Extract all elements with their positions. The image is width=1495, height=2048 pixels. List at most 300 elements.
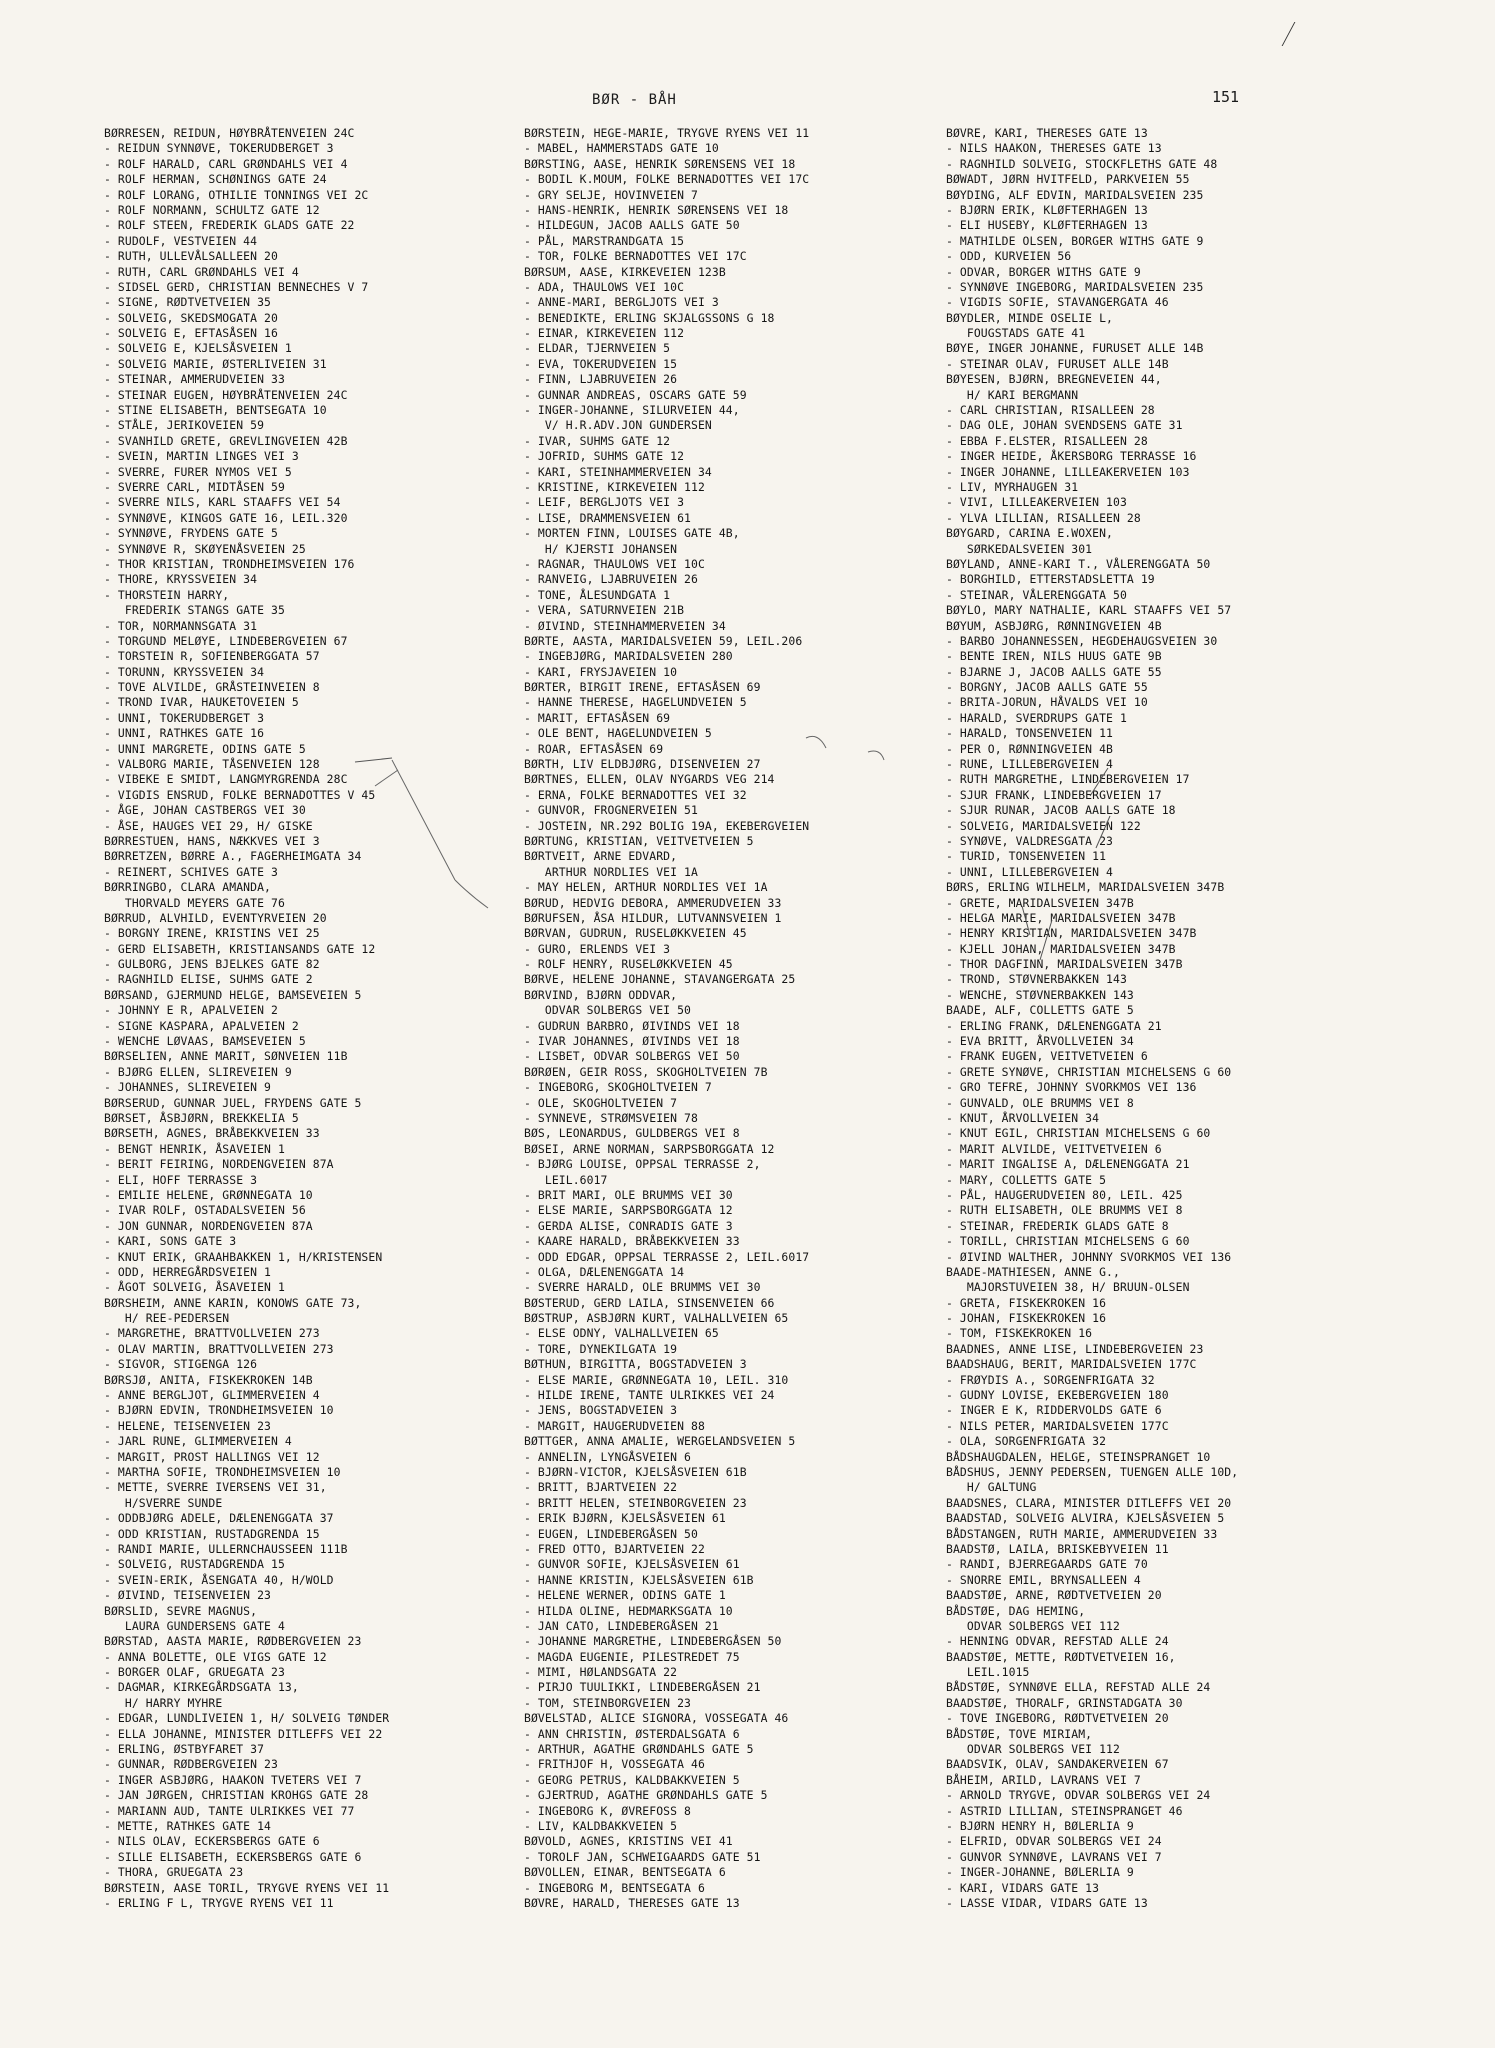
directory-entry: BÅHEIM, ARILD, LAVRANS VEI 7: [946, 1772, 1141, 1787]
directory-entry: - MARIANN AUD, TANTE ULRIKKES VEI 77: [104, 1803, 355, 1818]
directory-entry: - ROLF NORMANN, SCHULTZ GATE 12: [104, 202, 320, 217]
directory-entry: - HANS-HENRIK, HENRIK SØRENSENS VEI 18: [524, 202, 789, 217]
directory-entry: - RAGNAR, THAULOWS VEI 10C: [524, 556, 705, 571]
directory-entry: - EINAR, KIRKEVEIEN 112: [524, 326, 685, 341]
directory-entry: - FRED OTTO, BJARTVEIEN 22: [524, 1541, 705, 1556]
directory-entry: THORVALD MEYERS GATE 76: [104, 895, 285, 910]
directory-entry: - INGER JOHANNE, LILLEAKERVEIEN 103: [946, 464, 1190, 479]
directory-entry: - RUNE, LILLEBERGVEIEN 4: [946, 757, 1113, 772]
directory-entry: BØRSETH, AGNES, BRÅBEKKVEIEN 33: [104, 1126, 320, 1141]
directory-entry: - GUNVOR, FROGNERVEIEN 51: [524, 803, 698, 818]
directory-entry: - ELSE MARIE, SARPSBORGGATA 12: [524, 1203, 733, 1218]
directory-entry: - ØIVIND WALTHER, JOHNNY SVORKMOS VEI 136: [946, 1249, 1232, 1264]
directory-entry: - SYNNØVE INGEBORG, MARIDALSVEIEN 235: [946, 279, 1204, 294]
directory-entry: H/ KARI BERGMANN: [946, 387, 1079, 402]
directory-entry: - ARTHUR, AGATHE GRØNDAHLS GATE 5: [524, 1742, 754, 1757]
directory-entry: - JOHANNES, SLIREVEIEN 9: [104, 1080, 271, 1095]
directory-entry: - OLA, SORGENFRIGATA 32: [946, 1434, 1107, 1449]
directory-entry: - JOHAN, FISKEKROKEN 16: [946, 1311, 1107, 1326]
directory-entry: - BJØRN ERIK, KLØFTERHAGEN 13: [946, 202, 1148, 217]
directory-entry: - TONE, ÅLESUNDGATA 1: [524, 587, 671, 602]
directory-entry: - LISE, DRAMMENSVEIEN 61: [524, 510, 691, 525]
directory-entry: - STEINAR, VÅLERENGGATA 50: [946, 587, 1127, 602]
directory-entry: - SIGNE KASPARA, APALVEIEN 2: [104, 1018, 299, 1033]
directory-entry: - GEORG PETRUS, KALDBAKKVEIEN 5: [524, 1772, 740, 1787]
directory-entry: - GERDA ALISE, CONRADIS GATE 3: [524, 1218, 733, 1233]
directory-entry: - MARY, COLLETTS GATE 5: [946, 1172, 1107, 1187]
directory-entry: BØTTGER, ANNA AMALIE, WERGELANDSVEIEN 5: [524, 1434, 796, 1449]
directory-entry: - SVEIN, MARTIN LINGES VEI 3: [104, 449, 299, 464]
directory-entry: BØRTH, LIV ELDBJØRG, DISENVEIEN 27: [524, 757, 761, 772]
directory-entry: - ELSE ODNY, VALHALLVEIEN 65: [524, 1326, 719, 1341]
directory-entry: - KARI, FRYSJAVEIEN 10: [524, 664, 678, 679]
directory-entry: - KNUT EGIL, CHRISTIAN MICHELSENS G 60: [946, 1126, 1211, 1141]
directory-entry: BÅDSTØE, TOVE MIRIAM,: [946, 1726, 1093, 1741]
directory-entry: - SYNNEVE, STRØMSVEIEN 78: [524, 1111, 698, 1125]
directory-entry: - ELLA JOHANNE, MINISTER DITLEFFS VEI 22: [104, 1726, 383, 1741]
directory-entry: - BODIL K.MOUM, FOLKE BERNADOTTES VEI 17C: [524, 172, 810, 187]
directory-entry: BØRVAN, GUDRUN, RUSELØKKVEIEN 45: [524, 926, 747, 941]
directory-entry: ODVAR SOLBERGS VEI 112: [946, 1618, 1120, 1633]
directory-entry: - UNNI, LILLEBERGVEIEN 4: [946, 864, 1113, 879]
directory-entry: FOUGSTADS GATE 41: [946, 326, 1086, 341]
directory-entry: - STINE ELISABETH, BENTSEGATA 10: [104, 403, 327, 418]
directory-entry: - RANDI MARIE, ULLERNCHAUSSEEN 111B: [104, 1541, 348, 1556]
directory-entry: BØYDING, ALF EDVIN, MARIDALSVEIEN 235: [946, 187, 1204, 202]
directory-entry: - TOM, STEINBORGVEIEN 23: [524, 1695, 691, 1710]
directory-entry: FREDERIK STANGS GATE 35: [104, 603, 285, 618]
directory-entry: - EDGAR, LUNDLIVEIEN 1, H/ SOLVEIG TØNDER: [104, 1711, 390, 1726]
directory-entry: BØS, LEONARDUS, GULDBERGS VEI 8: [524, 1126, 740, 1141]
directory-entry: - TROND, STØVNERBAKKEN 143: [946, 972, 1127, 987]
directory-entry: - TORSTEIN R, SOFIENBERGGATA 57: [104, 649, 320, 664]
directory-entry: - BJØRN HENRY H, BØLERLIA 9: [946, 1818, 1134, 1833]
directory-entry: - GERD ELISABETH, KRISTIANSANDS GATE 12: [104, 941, 376, 956]
directory-entry: - THOR KRISTIAN, TRONDHEIMSVEIEN 176: [104, 556, 355, 571]
directory-entry: - GUNNAR, RØDBERGVEIEN 23: [104, 1757, 278, 1772]
directory-entry: - SVEIN-ERIK, ÅSENGATA 40, H/WOLD: [104, 1572, 334, 1587]
directory-entry: BØVOLD, AGNES, KRISTINS VEI 41: [524, 1834, 733, 1849]
directory-entry: - WENCHE, STØVNERBAKKEN 143: [946, 987, 1134, 1002]
directory-entry: - PÅL, HAUGERUDVEIEN 80, LEIL. 425: [946, 1187, 1183, 1202]
directory-entry: - MATHILDE OLSEN, BORGER WITHS GATE 9: [946, 233, 1204, 248]
directory-entry: - GUNVOR SYNNØVE, LAVRANS VEI 7: [946, 1849, 1162, 1864]
directory-entry: BAADSTØE, METTE, RØDTVETVEIEN 16,: [946, 1649, 1176, 1664]
directory-entry: BØYDLER, MINDE OSELIE L,: [946, 310, 1113, 325]
directory-entry: - HANNE THERESE, HAGELUNDVEIEN 5: [524, 695, 747, 710]
directory-entry: MAJORSTUVEIEN 38, H/ BRUUN-OLSEN: [946, 1280, 1190, 1295]
directory-entry: - STÅLE, JERIKOVEIEN 59: [104, 418, 265, 433]
directory-entry: - MIMI, HØLANDSGATA 22: [524, 1665, 678, 1680]
directory-entry: - RUTH, CARL GRØNDAHLS VEI 4: [104, 264, 299, 279]
directory-entry: - BJØRN-VICTOR, KJELSÅSVEIEN 61B: [524, 1464, 747, 1479]
directory-entry: BØVRE, KARI, THERESES GATE 13: [946, 126, 1148, 140]
directory-entry: BØVRE, HARALD, THERESES GATE 13: [524, 1895, 740, 1910]
directory-entry: - GUNVOR SOFIE, KJELSÅSVEIEN 61: [524, 1557, 740, 1572]
directory-entry: - JAN CATO, LINDEBERGÅSEN 21: [524, 1618, 719, 1633]
directory-entry: - FINN, LJABRUVEIEN 26: [524, 372, 678, 387]
directory-entry: - VIVI, LILLEAKERVEIEN 103: [946, 495, 1127, 510]
directory-entry: BØRRESEN, REIDUN, HØYBRÅTENVEIEN 24C: [104, 126, 355, 140]
directory-entry: - KAARE HARALD, BRÅBEKKVEIEN 33: [524, 1234, 740, 1249]
directory-entry: - ÅSE, HAUGES VEI 29, H/ GISKE: [104, 818, 313, 833]
directory-entry: - INGEBORG K, ØVREFOSS 8: [524, 1803, 691, 1818]
directory-entry: - LIV, KALDBAKKVEIEN 5: [524, 1818, 678, 1833]
directory-entry: - ASTRID LILLIAN, STEINSPRANGET 46: [946, 1803, 1183, 1818]
directory-entry: - MAGDA EUGENIE, PILESTREDET 75: [524, 1649, 740, 1664]
directory-entry: - HILDE IRENE, TANTE ULRIKKES VEI 24: [524, 1388, 775, 1403]
directory-entry: BØRØEN, GEIR ROSS, SKOGHOLTVEIEN 7B: [524, 1064, 768, 1079]
page-number: 151: [1212, 88, 1240, 106]
directory-entry: - GRETE SYNØVE, CHRISTIAN MICHELSENS G 60: [946, 1064, 1232, 1079]
directory-entry: - SVERRE CARL, MIDTÅSEN 59: [104, 479, 285, 494]
directory-entry: - GRETA, FISKEKROKEN 16: [946, 1295, 1107, 1310]
directory-entry: - BRITA-JORUN, HÅVALDS VEI 10: [946, 695, 1148, 710]
directory-entry: - SYNØVE, VALDRESGATA 23: [946, 833, 1113, 848]
directory-entry: BØRTER, BIRGIT IRENE, EFTASÅSEN 69: [524, 680, 761, 695]
directory-entry: - INGER ASBJØRG, HAAKON TVETERS VEI 7: [104, 1772, 362, 1787]
directory-entry: - TURID, TONSENVEIEN 11: [946, 849, 1107, 864]
directory-entry: - SYNNØVE, FRYDENS GATE 5: [104, 526, 278, 541]
directory-entry: - ROLF STEEN, FREDERIK GLADS GATE 22: [104, 218, 355, 233]
directory-entry: - TOR, FOLKE BERNADOTTES VEI 17C: [524, 249, 747, 264]
directory-entry: - TOROLF JAN, SCHWEIGAARDS GATE 51: [524, 1849, 761, 1864]
directory-entry: - BORGHILD, ETTERSTADSLETTA 19: [946, 572, 1155, 587]
directory-entry: - KNUT, ÅRVOLLVEIEN 34: [946, 1111, 1100, 1125]
directory-entry: - ELFRID, ODVAR SOLBERGS VEI 24: [946, 1834, 1162, 1849]
directory-entry: - GURO, ERLENDS VEI 3: [524, 941, 671, 956]
directory-entry: - SIDSEL GERD, CHRISTIAN BENNECHES V 7: [104, 279, 369, 294]
directory-entry: - TOR, NORMANNSGATA 31: [104, 618, 258, 633]
directory-entry: - ROLF HENRY, RUSELØKKVEIEN 45: [524, 957, 733, 972]
directory-entry: - FRØYDIS A., SORGENFRIGATA 32: [946, 1372, 1155, 1387]
directory-entry: - VERA, SATURNVEIEN 21B: [524, 603, 685, 618]
directory-entry: - BRITT HELEN, STEINBORGVEIEN 23: [524, 1495, 747, 1510]
directory-entry: - BENEDIKTE, ERLING SKJALGSSONS G 18: [524, 310, 775, 325]
directory-entry: - BJARNE J, JACOB AALLS GATE 55: [946, 664, 1162, 679]
directory-entry: - RUDOLF, VESTVEIEN 44: [104, 233, 258, 248]
directory-entry: - ROLF HARALD, CARL GRØNDAHLS VEI 4: [104, 156, 348, 171]
directory-entry: - VIGDIS ENSRUD, FOLKE BERNADOTTES V 45: [104, 787, 376, 802]
directory-entry: H/SVERRE SUNDE: [104, 1495, 223, 1510]
directory-entry: - ANNA BOLETTE, OLE VIGS GATE 12: [104, 1649, 327, 1664]
directory-entry: BAADSTØE, ARNE, RØDTVETVEIEN 20: [946, 1588, 1162, 1603]
directory-entry: - STEINAR EUGEN, HØYBRÅTENVEIEN 24C: [104, 387, 348, 402]
directory-entry: - SIGVOR, STIGENGA 126: [104, 1357, 258, 1372]
directory-entry: - TOVE ALVILDE, GRÅSTEINVEIEN 8: [104, 680, 320, 695]
directory-entry: - INGER HEIDE, ÅKERSBORG TERRASSE 16: [946, 449, 1197, 464]
directory-entry: - MORTEN FINN, LOUISES GATE 4B,: [524, 526, 740, 541]
directory-entry: BØYLAND, ANNE-KARI T., VÅLERENGGATA 50: [946, 556, 1211, 571]
directory-entry: - REIDUN SYNNØVE, TOKERUDBERGET 3: [104, 141, 334, 156]
directory-entry: BØSTRUP, ASBJØRN KURT, VALHALLVEIEN 65: [524, 1311, 789, 1326]
directory-column-1: [104, 126, 389, 1911]
directory-entry: - RUTH, ULLEVÅLSALLEEN 20: [104, 249, 278, 264]
directory-entry: BØRSHEIM, ANNE KARIN, KONOWS GATE 73,: [104, 1295, 362, 1310]
directory-entry: H/ KJERSTI JOHANSEN: [524, 541, 678, 556]
directory-entry: - JENS, BOGSTADVEIEN 3: [524, 1403, 678, 1418]
directory-entry: - RUTH ELISABETH, OLE BRUMMS VEI 8: [946, 1203, 1183, 1218]
directory-entry: - ØIVIND, STEINHAMMERVEIEN 34: [524, 618, 726, 633]
directory-entry: - LASSE VIDAR, VIDARS GATE 13: [946, 1895, 1148, 1910]
directory-entry: BØRSTEIN, HEGE-MARIE, TRYGVE RYENS VEI 11: [524, 126, 810, 140]
directory-entry: - ROAR, EFTASÅSEN 69: [524, 741, 664, 756]
directory-entry: BØSEI, ARNE NORMAN, SARPSBORGGATA 12: [524, 1141, 775, 1156]
directory-entry: - HANNE KRISTIN, KJELSÅSVEIEN 61B: [524, 1572, 754, 1587]
directory-entry: - HARALD, TONSENVEIEN 11: [946, 726, 1113, 741]
directory-entry: - ADA, THAULOWS VEI 10C: [524, 279, 685, 294]
directory-entry: - ERNA, FOLKE BERNADOTTES VEI 32: [524, 787, 747, 802]
directory-entry: - SOLVEIG, MARIDALSVEIEN 122: [946, 818, 1141, 833]
directory-entry: BØTHUN, BIRGITTA, BOGSTADVEIEN 3: [524, 1357, 747, 1372]
directory-entry: - RANVEIG, LJABRUVEIEN 26: [524, 572, 698, 587]
directory-entry: BØRTNES, ELLEN, OLAV NYGARDS VEG 214: [524, 772, 775, 787]
directory-entry: LEIL.1015: [946, 1665, 1030, 1680]
directory-entry: - THORSTEIN HARRY,: [104, 587, 230, 602]
directory-entry: - DAG OLE, JOHAN SVENDSENS GATE 31: [946, 418, 1183, 433]
directory-entry: BAADSNES, CLARA, MINISTER DITLEFFS VEI 20: [946, 1495, 1232, 1510]
directory-entry: - BORGER OLAF, GRUEGATA 23: [104, 1665, 285, 1680]
directory-entry: BAADE-MATHIESEN, ANNE G.,: [946, 1264, 1120, 1279]
directory-entry: - STEINAR, AMMERUDVEIEN 33: [104, 372, 285, 387]
directory-entry: BØYE, INGER JOHANNE, FURUSET ALLE 14B: [946, 341, 1204, 356]
directory-entry: - INGEBORG M, BENTSEGATA 6: [524, 1880, 705, 1895]
directory-entry: - ANNELIN, LYNGÅSVEIEN 6: [524, 1449, 691, 1464]
directory-entry: - GUNVALD, OLE BRUMMS VEI 8: [946, 1095, 1134, 1110]
directory-entry: - GUDNY LOVISE, EKEBERGVEIEN 180: [946, 1388, 1169, 1403]
directory-entry: - OLE BENT, HAGELUNDVEIEN 5: [524, 726, 712, 741]
directory-entry: - MARTHA SOFIE, TRONDHEIMSVEIEN 10: [104, 1464, 341, 1479]
directory-entry: - KARI, STEINHAMMERVEIEN 34: [524, 464, 712, 479]
directory-entry: - VIGDIS SOFIE, STAVANGERGATA 46: [946, 295, 1169, 310]
directory-entry: BÅDSTØE, DAG HEMING,: [946, 1603, 1086, 1618]
directory-entry: BØRS, ERLING WILHELM, MARIDALSVEIEN 347B: [946, 880, 1225, 895]
directory-entry: BØVOLLEN, EINAR, BENTSEGATA 6: [524, 1865, 726, 1880]
directory-entry: - ODVAR, BORGER WITHS GATE 9: [946, 264, 1141, 279]
directory-entry: BØWADT, JØRN HVITFELD, PARKVEIEN 55: [946, 172, 1190, 187]
directory-entry: - ERLING F L, TRYGVE RYENS VEI 11: [104, 1895, 334, 1910]
directory-entry: - METTE, SVERRE IVERSENS VEI 31,: [104, 1480, 327, 1495]
directory-entry: - GRY SELJE, HOVINVEIEN 7: [524, 187, 698, 202]
directory-entry: BØRVE, HELENE JOHANNE, STAVANGERGATA 25: [524, 972, 796, 987]
directory-entry: - ÅGOT SOLVEIG, ÅSAVEIEN 1: [104, 1280, 285, 1295]
directory-entry: BØRSTEIN, AASE TORIL, TRYGVE RYENS VEI 11: [104, 1880, 390, 1895]
directory-entry: - TORILL, CHRISTIAN MICHELSENS G 60: [946, 1234, 1190, 1249]
directory-entry: - MARGRETHE, BRATTVOLLVEIEN 273: [104, 1326, 320, 1341]
directory-entry: - NILS OLAV, ECKERSBERGS GATE 6: [104, 1834, 320, 1849]
directory-entry: - TOM, FISKEKROKEN 16: [946, 1326, 1093, 1341]
directory-entry: BAADSTAD, SOLVEIG ALVIRA, KJELSÅSVEIEN 5: [946, 1511, 1225, 1526]
directory-entry: - ERIK BJØRN, KJELSÅSVEIEN 61: [524, 1511, 726, 1526]
directory-entry: - HENRY KRISTIAN, MARIDALSVEIEN 347B: [946, 926, 1197, 941]
directory-entry: - GUDRUN BARBRO, ØIVINDS VEI 18: [524, 1018, 740, 1033]
directory-entry: BØRRETZEN, BØRRE A., FAGERHEIMGATA 34: [104, 849, 362, 864]
directory-entry: - OLE, SKOGHOLTVEIEN 7: [524, 1095, 678, 1110]
directory-entry: - SIGNE, RØDTVETVEIEN 35: [104, 295, 271, 310]
directory-entry: - ANNE BERGLJOT, GLIMMERVEIEN 4: [104, 1388, 320, 1403]
directory-entry: - INGER-JOHANNE, BØLERLIA 9: [946, 1865, 1134, 1880]
directory-entry: - RUTH MARGRETHE, LINDEBERGVEIEN 17: [946, 772, 1190, 787]
directory-entry: BØRSTAD, AASTA MARIE, RØDBERGVEIEN 23: [104, 1634, 362, 1649]
directory-entry: V/ H.R.ADV.JON GUNDERSEN: [524, 418, 712, 433]
directory-entry: - DAGMAR, KIRKEGÅRDSGATA 13,: [104, 1680, 299, 1695]
directory-entry: - BRIT MARI, OLE BRUMMS VEI 30: [524, 1187, 733, 1202]
directory-entry: - IVAR, SUHMS GATE 12: [524, 433, 671, 448]
directory-entry: - REINERT, SCHIVES GATE 3: [104, 864, 278, 879]
directory-entry: - ANNE-MARI, BERGLJOTS VEI 3: [524, 295, 719, 310]
directory-entry: BØYLO, MARY NATHALIE, KARL STAAFFS VEI 57: [946, 603, 1232, 618]
directory-entry: - SYNNØVE, KINGOS GATE 16, LEIL.320: [104, 510, 348, 525]
directory-entry: - GUNNAR ANDREAS, OSCARS GATE 59: [524, 387, 747, 402]
directory-entry: - STEINAR, FREDERIK GLADS GATE 8: [946, 1218, 1169, 1233]
directory-entry: - RAGNHILD SOLVEIG, STOCKFLETHS GATE 48: [946, 156, 1218, 171]
directory-entry: - NILS PETER, MARIDALSVEIEN 177C: [946, 1418, 1169, 1433]
directory-entry: - EBBA F.ELSTER, RISALLEEN 28: [946, 433, 1148, 448]
directory-entry: - CARL CHRISTIAN, RISALLEEN 28: [946, 403, 1155, 418]
directory-entry: BØRVIND, BJØRN ODDVAR,: [524, 987, 678, 1002]
directory-entry: - BENGT HENRIK, ÅSAVEIEN 1: [104, 1141, 285, 1156]
directory-entry: - ODD, HERREGÅRDSVEIEN 1: [104, 1264, 271, 1279]
directory-entry: - ELDAR, TJERNVEIEN 5: [524, 341, 671, 356]
directory-entry: - TORUNN, KRYSSVEIEN 34: [104, 664, 265, 679]
directory-entry: - MARGIT, HAUGERUDVEIEN 88: [524, 1418, 705, 1433]
directory-entry: BØYESEN, BJØRN, BREGNEVEIEN 44,: [946, 372, 1162, 387]
directory-entry: - IVAR ROLF, OSTADALSVEIEN 56: [104, 1203, 306, 1218]
directory-entry: - BJØRN EDVIN, TRONDHEIMSVEIEN 10: [104, 1403, 334, 1418]
directory-entry: - HILDA OLINE, HEDMARKSGATA 10: [524, 1603, 733, 1618]
directory-entry: - MAY HELEN, ARTHUR NORDLIES VEI 1A: [524, 880, 768, 895]
directory-entry: - JOHANNE MARGRETHE, LINDEBERGÅSEN 50: [524, 1634, 782, 1649]
directory-entry: BØRRUD, ALVHILD, EVENTYRVEIEN 20: [104, 910, 327, 925]
directory-entry: - ROLF HERMAN, SCHØNINGS GATE 24: [104, 172, 327, 187]
directory-entry: BØRUD, HEDVIG DEBORA, AMMERUDVEIEN 33: [524, 895, 782, 910]
directory-entry: - HELENE, TEISENVEIEN 23: [104, 1418, 271, 1433]
directory-entry: - FRANK EUGEN, VEITVETVEIEN 6: [946, 1049, 1148, 1064]
directory-entry: - JOHNNY E R, APALVEIEN 2: [104, 1003, 278, 1018]
directory-entry: - SJUR FRANK, LINDEBERGVEIEN 17: [946, 787, 1162, 802]
directory-entry: ARTHUR NORDLIES VEI 1A: [524, 864, 698, 879]
directory-entry: - SVERRE HARALD, OLE BRUMMS VEI 30: [524, 1280, 761, 1295]
directory-entry: - THORE, KRYSSVEIEN 34: [104, 572, 258, 587]
directory-entry: - WENCHE LØVAAS, BAMSEVEIEN 5: [104, 1034, 306, 1049]
directory-entry: - OLAV MARTIN, BRATTVOLLVEIEN 273: [104, 1341, 334, 1356]
directory-entry: - UNNI MARGRETE, ODINS GATE 5: [104, 741, 306, 756]
directory-entry: - ROLF LORANG, OTHILIE TONNINGS VEI 2C: [104, 187, 369, 202]
directory-entry: - IVAR JOHANNES, ØIVINDS VEI 18: [524, 1034, 740, 1049]
directory-entry: - INGEBJØRG, MARIDALSVEIEN 280: [524, 649, 733, 664]
directory-entry: - EUGEN, LINDEBERGÅSEN 50: [524, 1526, 698, 1541]
directory-entry: - ANN CHRISTIN, ØSTERDALSGATA 6: [524, 1726, 740, 1741]
directory-entry: BAADE, ALF, COLLETTS GATE 5: [946, 1003, 1134, 1018]
directory-entry: BØRSET, ÅSBJØRN, BREKKELIA 5: [104, 1111, 299, 1125]
directory-entry: - UNNI, RATHKES GATE 16: [104, 726, 265, 741]
directory-entry: - TORGUND MELØYE, LINDEBERGVEIEN 67: [104, 633, 348, 648]
directory-entry: - GULBORG, JENS BJELKES GATE 82: [104, 957, 320, 972]
directory-entry: - SOLVEIG E, EFTASÅSEN 16: [104, 326, 278, 341]
directory-entry: - VIBEKE E SMIDT, LANGMYRGRENDA 28C: [104, 772, 348, 787]
directory-entry: - MARIT INGALISE A, DÆLENENGGATA 21: [946, 1157, 1190, 1172]
directory-entry: - ERLING, ØSTBYFARET 37: [104, 1742, 265, 1757]
directory-column-3: [946, 126, 1238, 1911]
directory-entry: - SYNNØVE R, SKØYENÅSVEIEN 25: [104, 541, 306, 556]
directory-entry: - HELGA MARIE, MARIDALSVEIEN 347B: [946, 910, 1176, 925]
directory-entry: - HARALD, SVERDRUPS GATE 1: [946, 710, 1127, 725]
directory-entry: LAURA GUNDERSENS GATE 4: [104, 1618, 285, 1633]
directory-entry: - SVERRE NILS, KARL STAAFFS VEI 54: [104, 495, 341, 510]
directory-entry: ODVAR SOLBERGS VEI 112: [946, 1742, 1120, 1757]
directory-entry: BÅDSTØE, SYNNØVE ELLA, REFSTAD ALLE 24: [946, 1680, 1211, 1695]
directory-entry: - BJØRG ELLEN, SLIREVEIEN 9: [104, 1064, 292, 1079]
directory-entry: BØYGARD, CARINA E.WOXEN,: [946, 526, 1113, 541]
directory-entry: - SOLVEIG, RUSTADGRENDA 15: [104, 1557, 285, 1572]
directory-entry: - BJØRG LOUISE, OPPSAL TERRASSE 2,: [524, 1157, 761, 1172]
directory-entry: BØRSERUD, GUNNAR JUEL, FRYDENS GATE 5: [104, 1095, 362, 1110]
directory-entry: - UNNI, TOKERUDBERGET 3: [104, 710, 265, 725]
directory-entry: BAADSTØ, LAILA, BRISKEBYVEIEN 11: [946, 1541, 1169, 1556]
directory-entry: - BERIT FEIRING, NORDENGVEIEN 87A: [104, 1157, 334, 1172]
directory-entry: - ODD, KURVEIEN 56: [946, 249, 1072, 264]
directory-entry: LEIL.6017: [524, 1172, 608, 1187]
directory-entry: - OLGA, DÆLENENGGATA 14: [524, 1264, 685, 1279]
directory-entry: BÅDSTANGEN, RUTH MARIE, AMMERUDVEIEN 33: [946, 1526, 1218, 1541]
directory-entry: - PÅL, MARSTRANDGATA 15: [524, 233, 685, 248]
directory-entry: - PIRJO TUULIKKI, LINDEBERGÅSEN 21: [524, 1680, 761, 1695]
directory-entry: - BENTE IREN, NILS HUUS GATE 9B: [946, 649, 1162, 664]
directory-entry: - SVANHILD GRETE, GREVLINGVEIEN 42B: [104, 433, 348, 448]
directory-entry: BÅDSHAUGDALEN, HELGE, STEINSPRANGET 10: [946, 1449, 1211, 1464]
directory-entry: BØVELSTAD, ALICE SIGNORA, VOSSEGATA 46: [524, 1711, 789, 1726]
directory-entry: - ÅGE, JOHAN CASTBERGS VEI 30: [104, 803, 306, 818]
directory-column-2: [524, 126, 809, 1911]
directory-entry: - NILS HAAKON, THERESES GATE 13: [946, 141, 1162, 156]
directory-entry: - EVA BRITT, ÅRVOLLVEIEN 34: [946, 1034, 1134, 1049]
directory-entry: - SOLVEIG E, KJELSÅSVEIEN 1: [104, 341, 292, 356]
directory-entry: - JARL RUNE, GLIMMERVEIEN 4: [104, 1434, 292, 1449]
directory-entry: - MARGIT, PROST HALLINGS VEI 12: [104, 1449, 320, 1464]
directory-entry: - KARI, VIDARS GATE 13: [946, 1880, 1100, 1895]
directory-entry: - JAN JØRGEN, CHRISTIAN KROHGS GATE 28: [104, 1788, 369, 1803]
directory-entry: - RANDI, BJERREGAARDS GATE 70: [946, 1557, 1148, 1572]
directory-entry: - ELI, HOFF TERRASSE 3: [104, 1172, 258, 1187]
directory-entry: - BORGNY IRENE, KRISTINS VEI 25: [104, 926, 320, 941]
directory-entry: H/ REE-PEDERSEN: [104, 1311, 230, 1326]
directory-entry: - SVERRE, FURER NYMOS VEI 5: [104, 464, 292, 479]
directory-entry: BØRUFSEN, ÅSA HILDUR, LUTVANNSVEIEN 1: [524, 910, 782, 925]
directory-entry: H/ GALTUNG: [946, 1480, 1037, 1495]
directory-entry: - PER O, RØNNINGVEIEN 4B: [946, 741, 1113, 756]
directory-entry: BØRSELIEN, ANNE MARIT, SØNVEIEN 11B: [104, 1049, 348, 1064]
directory-entry: - ODDBJØRG ADELE, DÆLENENGGATA 37: [104, 1511, 334, 1526]
directory-entry: BØRTE, AASTA, MARIDALSVEIEN 59, LEIL.206: [524, 633, 803, 648]
directory-entry: - HENNING ODVAR, REFSTAD ALLE 24: [946, 1634, 1169, 1649]
directory-entry: BAADSTØE, THORALF, GRINSTADGATA 30: [946, 1695, 1183, 1710]
directory-entry: - TOVE INGEBORG, RØDTVETVEIEN 20: [946, 1711, 1169, 1726]
directory-entry: BØRSTING, AASE, HENRIK SØRENSENS VEI 18: [524, 156, 796, 171]
corner-tick-mark: [1282, 22, 1312, 46]
directory-entry: SØRKEDALSVEIEN 301: [946, 541, 1093, 556]
directory-entry: - VALBORG MARIE, TÅSENVEIEN 128: [104, 757, 320, 772]
directory-entry: - BRITT, BJARTVEIEN 22: [524, 1480, 678, 1495]
directory-entry: ODVAR SOLBERGS VEI 50: [524, 1003, 691, 1018]
directory-entry: - GJERTRUD, AGATHE GRØNDAHLS GATE 5: [524, 1788, 768, 1803]
directory-entry: - KNUT ERIK, GRAAHBAKKEN 1, H/KRISTENSEN: [104, 1249, 383, 1264]
directory-entry: - SNORRE EMIL, BRYNSALLEEN 4: [946, 1572, 1141, 1587]
directory-entry: H/ HARRY MYHRE: [104, 1695, 223, 1710]
directory-entry: - HELENE WERNER, ODINS GATE 1: [524, 1588, 726, 1603]
directory-entry: BØRSJØ, ANITA, FISKEKROKEN 14B: [104, 1372, 313, 1387]
directory-entry: - MARIT, EFTASÅSEN 69: [524, 710, 671, 725]
directory-entry: BØRSAND, GJERMUND HELGE, BAMSEVEIEN 5: [104, 987, 362, 1002]
